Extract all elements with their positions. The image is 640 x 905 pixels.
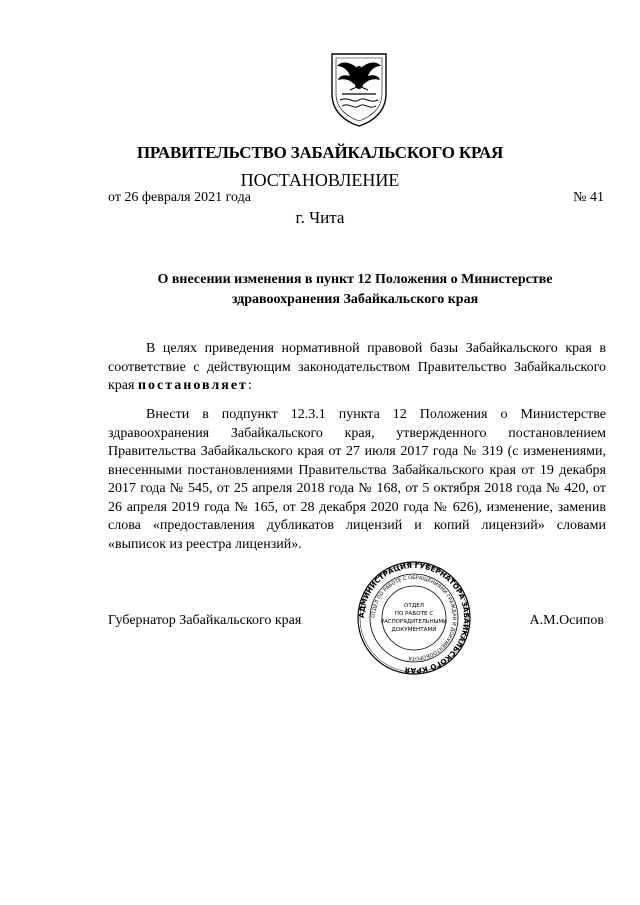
signatory-position: Губернатор Забайкальского края [108,613,302,628]
signatory-name: А.М.Осипов [529,613,604,628]
seal-center-line-1: ОТДЕЛ [404,603,424,609]
city: г. Чита [295,208,345,227]
title-line-1: О внесении изменения в пункт 12 Положения о Министерстве [157,272,553,287]
decree-date: от 26 февраля 2021 года [108,190,251,205]
preamble-paragraph [108,340,606,396]
document-title [130,270,580,310]
coat-of-arms-icon [328,50,390,128]
title-line-2: здравоохранения Забайкальского края [231,292,479,307]
seal-center-line-3: РАСПОРЯДИТЕЛЬНЫМИ [380,619,448,625]
seal-center-line-4: ДОКУМЕНТАМИ [391,627,437,633]
svg-text:ОТДЕЛ ПО РАБОТЕ С ОБРАЩЕНИЯМИ [371,575,457,661]
government-name: ПРАВИТЕЛЬСТВО ЗАБАЙКАЛЬСКОГО КРАЯ [136,143,504,162]
seal-ring-text: ОТДЕЛ ПО РАБОТЕ С ОБРАЩЕНИЯМИ ГРАЖДАН И ДОКУМЕНТООБОРОТА [370,574,458,662]
decree-number: № 41 [573,190,604,205]
official-seal [356,560,472,676]
document-type: ПОСТАНОВЛЕНИЕ [240,170,400,190]
resolves-word: постановляет [137,378,248,393]
preamble-tail: : [247,378,252,393]
amendment-paragraph: Внести в подпункт 12.3.1 пункта 12 Положения о Министерстве здравоохранения Забайкальского края, утвержденного постановлением Правительства Забайкальского края от 27 июля 2017 года № 319 (с изменениями, внесенными постановлениями Правительства Забайкальского края от 19 декабря 2017 года № 545, от 25 апреля 2018 года № 168, от 5 октября 2018 года № 420, от 26 апреля 2019 года № 165, от 28 декабря 2020 года № 626), изменение, заменив слова «предоставления дубликатов лицензий и копий лицензий» словами «выписок из реестра лицензий». [108,407,606,552]
seal-center-line-2: ПО РАБОТЕ С [394,611,434,617]
seal-outer-text: АДМИНИСТРАЦИЯ ГУБЕРНАТОРА ЗАБАЙКАЛЬСКОГО КРАЯ [356,560,472,676]
preamble-text: В целях приведения нормативной правовой базы Забайкальского края в соответствие с действующим законодательством Правительство Забайкальского края [108,341,606,393]
